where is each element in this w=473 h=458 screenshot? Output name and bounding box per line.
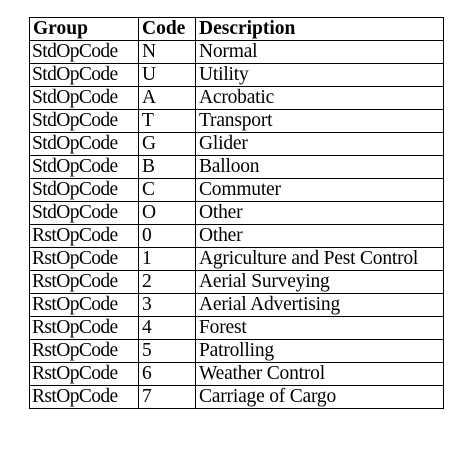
cell-group: StdOpCode bbox=[30, 133, 139, 156]
cell-description: Other bbox=[196, 202, 444, 225]
cell-group: RstOpCode bbox=[30, 271, 139, 294]
table-row bbox=[30, 41, 444, 64]
header-row bbox=[30, 18, 444, 41]
table-row bbox=[30, 156, 444, 179]
cell-group: StdOpCode bbox=[30, 87, 139, 110]
cell-description: Forest bbox=[196, 317, 444, 340]
cell-group: StdOpCode bbox=[30, 156, 139, 179]
header-group: Group bbox=[30, 18, 139, 41]
operation-code-table bbox=[29, 17, 444, 409]
cell-description: Aerial Advertising bbox=[196, 294, 444, 317]
header-code: Code bbox=[139, 18, 196, 41]
table-row bbox=[30, 317, 444, 340]
header-description: Description bbox=[196, 18, 444, 41]
table-row bbox=[30, 179, 444, 202]
cell-code: A bbox=[139, 87, 196, 110]
table-row bbox=[30, 202, 444, 225]
table-row bbox=[30, 340, 444, 363]
cell-description: Glider bbox=[196, 133, 444, 156]
cell-group: StdOpCode bbox=[30, 179, 139, 202]
cell-code: U bbox=[139, 64, 196, 87]
cell-code: B bbox=[139, 156, 196, 179]
table-row bbox=[30, 225, 444, 248]
cell-group: RstOpCode bbox=[30, 294, 139, 317]
cell-group: StdOpCode bbox=[30, 110, 139, 133]
cell-description: Normal bbox=[196, 41, 444, 64]
cell-description: Carriage of Cargo bbox=[196, 386, 444, 409]
cell-code: 5 bbox=[139, 340, 196, 363]
cell-description: Commuter bbox=[196, 179, 444, 202]
cell-description: Balloon bbox=[196, 156, 444, 179]
cell-code: 1 bbox=[139, 248, 196, 271]
table-row bbox=[30, 133, 444, 156]
cell-group: RstOpCode bbox=[30, 225, 139, 248]
cell-description: Other bbox=[196, 225, 444, 248]
cell-code: G bbox=[139, 133, 196, 156]
cell-code: C bbox=[139, 179, 196, 202]
cell-group: StdOpCode bbox=[30, 64, 139, 87]
cell-description: Acrobatic bbox=[196, 87, 444, 110]
table-row bbox=[30, 271, 444, 294]
cell-group: RstOpCode bbox=[30, 248, 139, 271]
cell-group: RstOpCode bbox=[30, 386, 139, 409]
cell-description: Weather Control bbox=[196, 363, 444, 386]
cell-group: StdOpCode bbox=[30, 202, 139, 225]
cell-code: 4 bbox=[139, 317, 196, 340]
table-row bbox=[30, 87, 444, 110]
cell-code: 6 bbox=[139, 363, 196, 386]
table-header bbox=[30, 18, 444, 41]
table-row bbox=[30, 386, 444, 409]
cell-description: Transport bbox=[196, 110, 444, 133]
cell-group: StdOpCode bbox=[30, 41, 139, 64]
table-row bbox=[30, 294, 444, 317]
cell-group: RstOpCode bbox=[30, 340, 139, 363]
cell-code: 7 bbox=[139, 386, 196, 409]
cell-code: 3 bbox=[139, 294, 196, 317]
cell-description: Utility bbox=[196, 64, 444, 87]
table-body bbox=[30, 41, 444, 409]
cell-group: RstOpCode bbox=[30, 363, 139, 386]
cell-code: O bbox=[139, 202, 196, 225]
cell-code: 2 bbox=[139, 271, 196, 294]
cell-description: Agriculture and Pest Control bbox=[196, 248, 444, 271]
cell-code: T bbox=[139, 110, 196, 133]
cell-code: 0 bbox=[139, 225, 196, 248]
cell-group: RstOpCode bbox=[30, 317, 139, 340]
table-row bbox=[30, 363, 444, 386]
cell-description: Patrolling bbox=[196, 340, 444, 363]
cell-code: N bbox=[139, 41, 196, 64]
table-row bbox=[30, 64, 444, 87]
cell-description: Aerial Surveying bbox=[196, 271, 444, 294]
table-row bbox=[30, 248, 444, 271]
table-row bbox=[30, 110, 444, 133]
